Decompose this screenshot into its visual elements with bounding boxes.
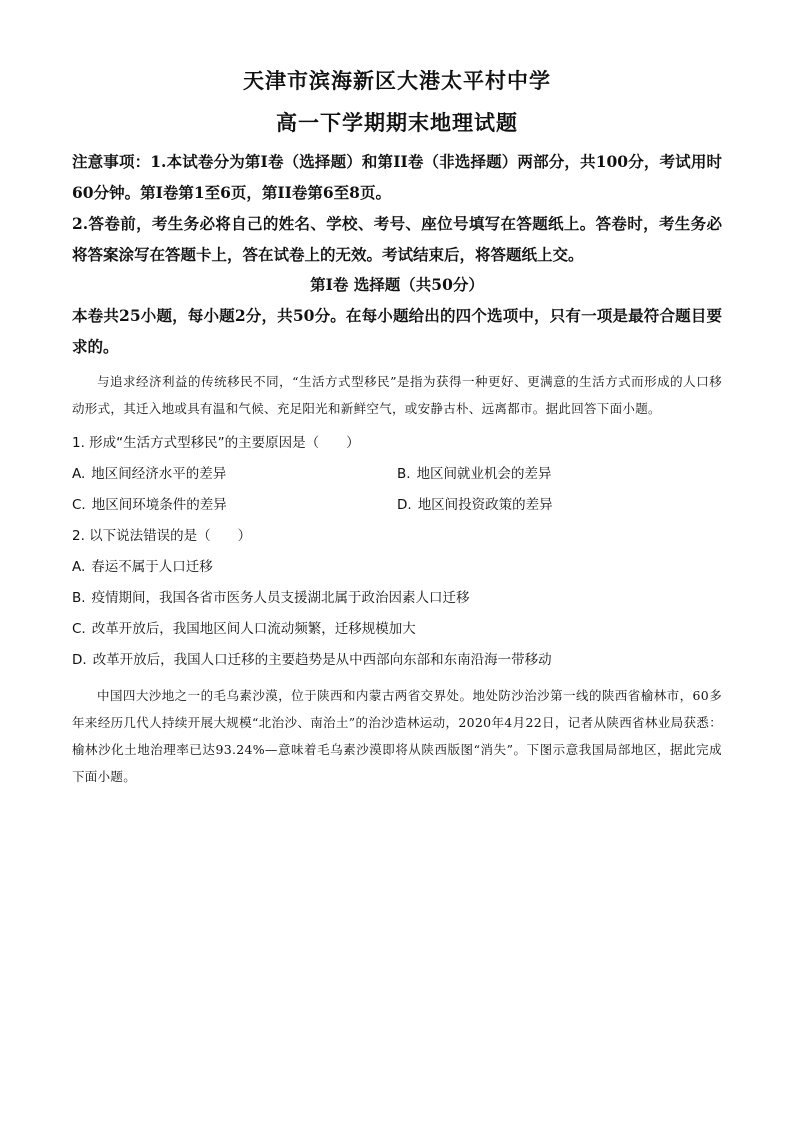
- option-text: 地区间环境条件的差异: [91, 497, 227, 513]
- option-text: 地区间投资政策的差异: [417, 497, 553, 513]
- option-letter: A.: [72, 466, 86, 482]
- option-text: 地区间经济水平的差异: [91, 466, 227, 482]
- option-2c: [72, 614, 722, 645]
- exam-title: 高一下学期期末地理试题: [276, 110, 518, 135]
- school-title: 天津市滨海新区大港太平村中学: [243, 68, 551, 93]
- material-passage-2: 中国四大沙地之一的毛乌素沙漠，位于陕西和内蒙古两省交界处。地处防沙治沙第一线的陕西省榆林市，60多年来经历几代人持续开展大规模“北治沙、南治土”的治沙造林运动，2020年4月22日，记者从陕西省林业局获悉：榆林沙化土地治理率已达93.24%—意味着毛乌素沙漠即将从陕西版图“消失”。下图示意我国局部地区，据此完成下面小题。: [72, 688, 722, 784]
- option-text: 改革开放后，我国地区间人口流动频繁，迁移规模加大: [91, 621, 416, 637]
- question-1-options: [72, 459, 722, 521]
- notes-block: [72, 146, 722, 270]
- option-letter: A.: [72, 559, 86, 575]
- option-text: 春运不属于人口迁移: [91, 559, 213, 575]
- option-letter: C.: [72, 497, 86, 513]
- option-2b: [72, 583, 722, 614]
- notes-item-2: 2.答卷前，考生务必将自己的姓名、学校、考号、座位号填写在答题纸上。答卷时，考生务必将答案涂写在答题卡上，答在试卷上的无效。考试结束后，将答题纸上交。: [72, 214, 722, 264]
- option-text: 地区间就业机会的差异: [416, 466, 552, 482]
- option-1c: [72, 490, 397, 521]
- material-passage-1: 与追求经济利益的传统移民不同，“生活方式型移民”是指为获得一种更好、更满意的生活方式而形成的人口移动形式，其迁入地或具有温和气候、充足阳光和新鲜空气，或安静古朴、远离都市。据此回答下面小题。: [72, 374, 722, 416]
- option-letter: C.: [72, 621, 86, 637]
- section-instruction: 本卷共25小题，每小题2分，共50分。在每小题给出的四个选项中，只有一项是最符合题目要求的。: [72, 306, 722, 356]
- option-text: 疫情期间，我国各省市医务人员支援湖北属于政治因素人口迁移: [91, 590, 470, 606]
- question-2: [72, 521, 722, 676]
- exam-page: [72, 66, 722, 790]
- notes-item-1: 注意事项：1.本试卷分为第Ⅰ卷（选择题）和第II卷（非选择题）两部分，共100分，考试用时60分钟。第Ⅰ卷第1至6页，第II卷第6至8页。: [72, 152, 722, 202]
- option-letter: D.: [72, 652, 87, 668]
- option-1b: [397, 459, 722, 490]
- option-letter: B.: [72, 590, 86, 606]
- section-heading: 第Ⅰ卷 选择题（共50分）: [310, 275, 484, 294]
- option-letter: D.: [397, 497, 412, 513]
- option-letter: B.: [397, 466, 411, 482]
- question-1: [72, 428, 722, 521]
- option-1d: [397, 490, 722, 521]
- option-2a: [72, 552, 722, 583]
- option-text: 改革开放后，我国人口迁移的主要趋势是从中西部向东部和东南沿海一带移动: [92, 652, 552, 668]
- option-2d: [72, 645, 722, 676]
- question-1-stem: 1. 形成“生活方式型移民”的主要原因是（ ）: [72, 435, 360, 451]
- option-1a: [72, 459, 397, 490]
- question-2-stem: 2. 以下说法错误的是（ ）: [72, 528, 252, 544]
